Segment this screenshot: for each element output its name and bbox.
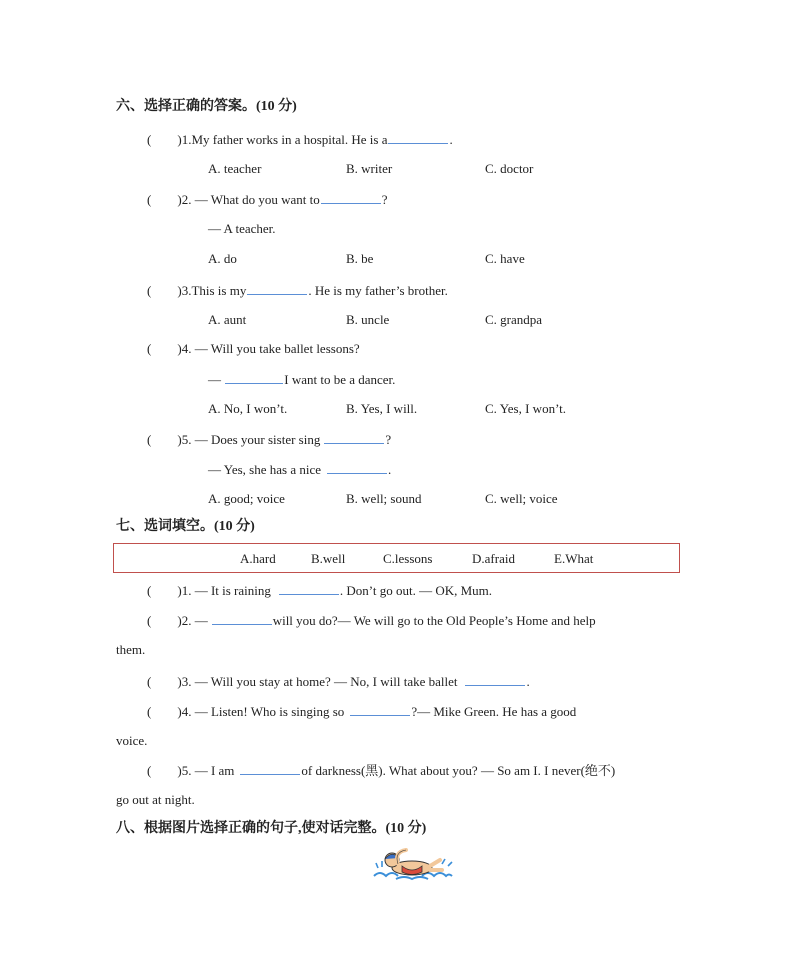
answer-paren-close: ) [177, 192, 182, 207]
s7-question-1 [147, 582, 492, 599]
option-b[interactable]: B. writer [346, 161, 393, 176]
fill-blank[interactable] [327, 461, 387, 474]
question-text-end: will you do?— We will go to the Old People’s Home and help [272, 613, 596, 628]
answer-paren-open[interactable]: ( [147, 432, 152, 447]
question-text: 4. — Will you take ballet lessons? [181, 341, 360, 356]
word-option: E.What [554, 551, 594, 566]
fill-blank[interactable] [279, 582, 339, 595]
s6-question-5 [147, 431, 391, 448]
question-text: 4. — Listen! Who is singing so [181, 704, 345, 719]
question-text-end: . He is my father’s brother. [308, 283, 448, 298]
question-text-end: ? [381, 192, 388, 207]
s7-question-4 [147, 703, 576, 720]
s6-reply-4 [208, 371, 395, 388]
answer-paren-open[interactable]: ( [147, 613, 152, 628]
fill-blank[interactable] [324, 431, 384, 444]
answer-paren-close: ) [177, 674, 182, 689]
question-text-end: . Don’t go out. — OK, Mum. [339, 583, 493, 598]
option-a[interactable]: A. No, I won’t. [208, 401, 288, 416]
answer-paren-open[interactable]: ( [147, 132, 152, 147]
reply-text: — Yes, she has a nice [208, 462, 322, 477]
s6-question-1 [147, 131, 453, 148]
s6-question-4 [147, 341, 360, 357]
answer-paren-close: ) [177, 704, 182, 719]
option-c[interactable]: C. grandpa [485, 312, 543, 327]
s7-question-2-wrap: them. [116, 642, 146, 657]
question-text: 2. — [181, 613, 208, 628]
question-text: 1.My father works in a hospital. He is a [181, 132, 388, 147]
answer-paren-open[interactable]: ( [147, 341, 152, 356]
fill-blank[interactable] [240, 762, 300, 775]
word-option: B.well [311, 551, 346, 566]
fill-blank[interactable] [350, 703, 410, 716]
answer-paren-close: ) [177, 132, 182, 147]
option-a[interactable]: A. do [208, 251, 237, 266]
option-a[interactable]: A. teacher [208, 161, 262, 176]
answer-paren-close: ) [177, 341, 182, 356]
section8-title: 八、根据图片选择正确的句子,使对话完整。(10 分) [116, 821, 427, 836]
word-option: A.hard [240, 551, 276, 566]
option-a[interactable]: A. good; voice [208, 491, 285, 506]
fill-blank[interactable] [225, 371, 283, 384]
question-text-end: . [526, 674, 530, 689]
reply-dash: — [208, 372, 225, 387]
option-b[interactable]: B. Yes, I will. [346, 401, 418, 416]
answer-paren-close: ) [177, 613, 182, 628]
s7-question-4-wrap: voice. [116, 733, 148, 748]
s6-question-3 [147, 282, 448, 299]
s7-question-5-wrap: go out at night. [116, 792, 195, 807]
question-text: 1. — It is raining [181, 583, 271, 598]
question-text: 3. — Will you stay at home? — No, I will take ballet [181, 674, 458, 689]
question-text: 5. — I am [181, 763, 235, 778]
answer-paren-close: ) [177, 283, 182, 298]
answer-paren-open[interactable]: ( [147, 674, 152, 689]
section7-title: 七、选词填空。(10 分) [116, 519, 255, 534]
s6-question-2 [147, 191, 388, 208]
s7-question-3 [147, 673, 530, 690]
question-text: 5. — Does your sister sing [181, 432, 321, 447]
reply-text-end: . [388, 462, 392, 477]
option-b[interactable]: B. be [346, 251, 374, 266]
reply-text: I want to be a dancer. [284, 372, 396, 387]
question-text-end: ?— Mike Green. He has a good [411, 704, 577, 719]
option-b[interactable]: B. uncle [346, 312, 390, 327]
option-a[interactable]: A. aunt [208, 312, 247, 327]
fill-blank[interactable] [465, 673, 525, 686]
option-c[interactable]: C. doctor [485, 161, 534, 176]
word-option: D.afraid [472, 551, 515, 566]
question-text: 2. — What do you want to [181, 192, 320, 207]
answer-paren-open[interactable]: ( [147, 763, 152, 778]
answer-paren-close: ) [177, 583, 182, 598]
question-text: 3.This is my [181, 283, 247, 298]
fill-blank[interactable] [247, 282, 307, 295]
s7-question-2 [147, 612, 596, 629]
answer-paren-open[interactable]: ( [147, 704, 152, 719]
answer-paren-open[interactable]: ( [147, 583, 152, 598]
option-b[interactable]: B. well; sound [346, 491, 422, 506]
s7-question-5 [147, 762, 615, 779]
s6-reply-5 [208, 461, 391, 478]
word-bank-box [113, 543, 680, 573]
fill-blank[interactable] [321, 191, 381, 204]
answer-paren-close: ) [177, 432, 182, 447]
question-text-end: ? [385, 432, 392, 447]
question-text-end: of darkness(黑). What about you? — So am I. I never(绝不) [301, 763, 616, 778]
option-c[interactable]: C. well; voice [485, 491, 558, 506]
fill-blank[interactable] [388, 131, 448, 144]
answer-paren-open[interactable]: ( [147, 283, 152, 298]
answer-paren-close: ) [177, 763, 182, 778]
answer-paren-open[interactable]: ( [147, 192, 152, 207]
option-c[interactable]: C. have [485, 251, 525, 266]
swimmer-icon [372, 846, 454, 882]
option-c[interactable]: C. Yes, I won’t. [485, 401, 567, 416]
section6-title: 六、选择正确的答案。(10 分) [116, 99, 297, 114]
s6-reply-2: — A teacher. [208, 221, 276, 236]
word-option: C.lessons [383, 551, 433, 566]
fill-blank[interactable] [212, 612, 272, 625]
question-text-end: . [449, 132, 453, 147]
